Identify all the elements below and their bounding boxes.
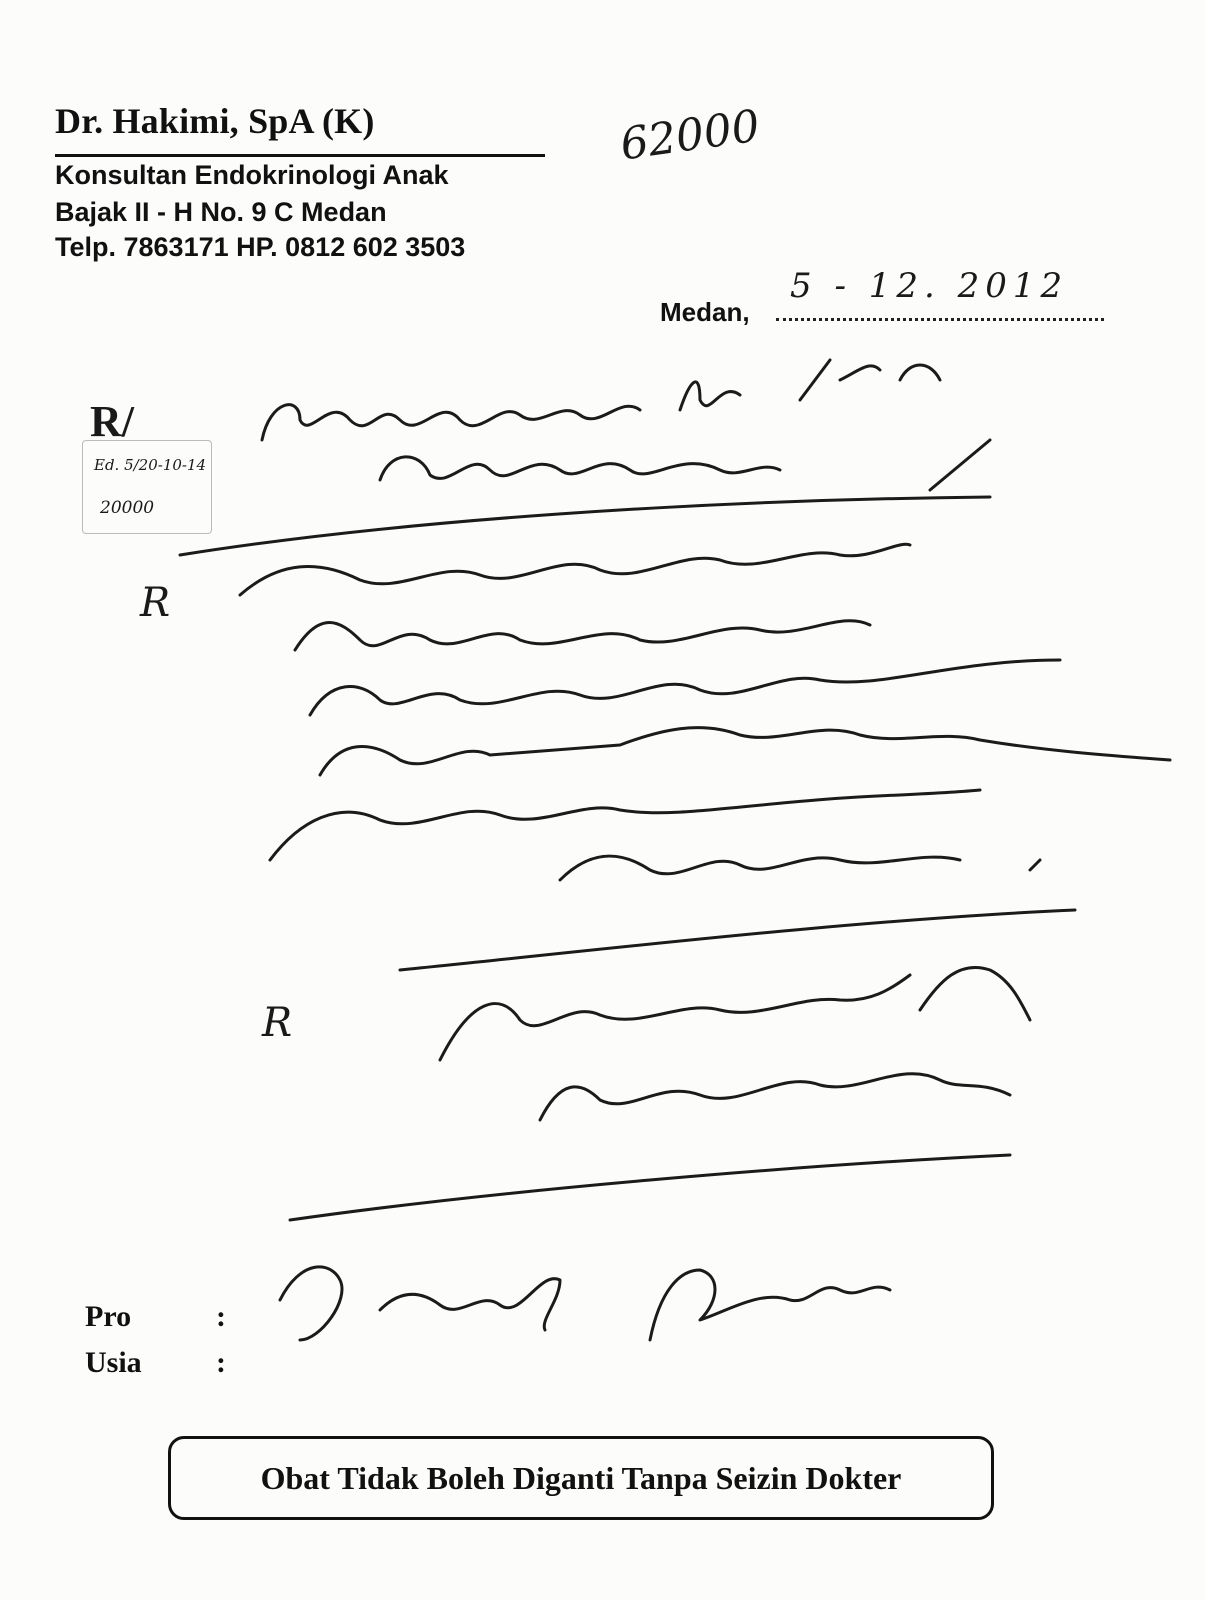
substitution-warning-box: [168, 1436, 994, 1520]
stamp-amount-note: 20000: [100, 498, 155, 518]
rx-mark-second: R: [140, 580, 171, 626]
handwritten-price: 62000: [617, 100, 763, 171]
doctor-specialty: Konsultan Endokrinologi Anak: [55, 160, 449, 190]
doctor-phone: Telp. 7863171 HP. 0812 602 3503: [55, 232, 466, 262]
header-divider: [55, 154, 545, 157]
rx-mark-printed: R/: [90, 397, 134, 446]
stamp-box: [82, 440, 212, 534]
stamp-date-note: Ed. 5/20-10-14: [94, 456, 207, 474]
patient-age-colon: :: [216, 1346, 226, 1379]
substitution-warning-text: Obat Tidak Boleh Diganti Tanpa Seizin Dokter: [260, 1459, 902, 1496]
patient-name-colon: :: [216, 1300, 226, 1333]
patient-age-label: Usia: [85, 1346, 142, 1379]
handwritten-date: 5 - 12. 2012: [790, 266, 1069, 306]
city-label: Medan,: [660, 297, 750, 327]
rx-mark-third: R: [262, 1000, 293, 1046]
date-dotted-line: [776, 318, 1104, 321]
doctor-name: Dr. Hakimi, SpA (K): [55, 101, 375, 141]
patient-name-label: Pro: [85, 1300, 132, 1333]
doctor-address: Bajak II - H No. 9 C Medan: [55, 197, 387, 227]
